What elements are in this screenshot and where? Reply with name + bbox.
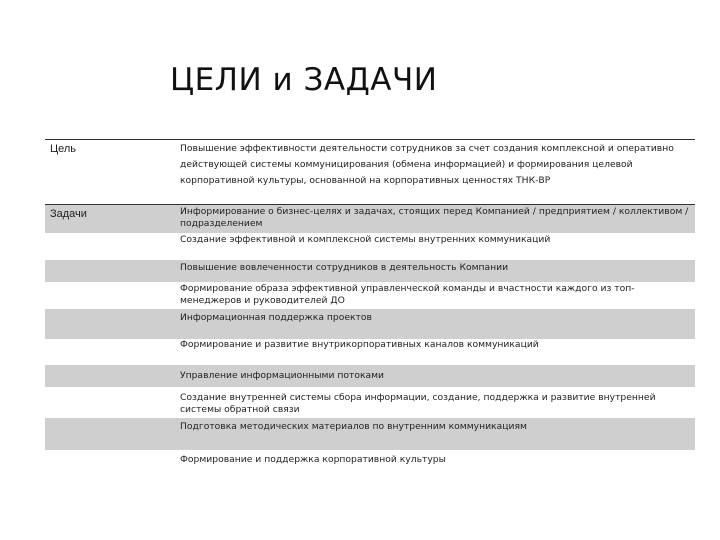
- table-top-rule: [45, 139, 695, 140]
- task-item: Информирование о бизнес-целях и задачах, стоящих перед Компанией / предприятием / коллективом / подразделением: [180, 206, 689, 230]
- task-item: Формирование образа эффективной управленческой команды и вчастности каждого из топ-менеджеров и руководителей ДО: [180, 283, 635, 307]
- task-item: Формирование и развитие внутрикорпоративных каналов коммуникаций: [180, 339, 539, 350]
- task-item: Формирование и поддержка корпоративной культуры: [180, 454, 446, 465]
- goal-label: Цель: [50, 143, 77, 155]
- task-item: Создание внутренней системы сбора информации, создание, поддержка и развитие внутренней системы обратной связи: [180, 392, 656, 416]
- task-item: Создание эффективной и комплексной системы внутренних коммуникаций: [180, 234, 551, 245]
- task-item: Подготовка методических материалов по внутренним коммуникациям: [180, 421, 527, 432]
- page-title: ЦЕЛИ и ЗАДАЧИ: [170, 62, 438, 98]
- task-item: Повышение вовлеченности сотрудников в деятельность Компании: [180, 262, 509, 273]
- tasks-label: Задачи: [50, 208, 87, 220]
- goal-text: Повышение эффективности деятельности сотрудников за счет создания комплексной и оперативно действующей системы коммуницирования (обмена информацией) и формирования целевой корпоративной культуры, основанной на корпоративных ценностях ТНК-ВР: [180, 143, 674, 186]
- task-item: Управление информационными потоками: [180, 370, 385, 381]
- task-item: Информационная поддержка проектов: [180, 312, 372, 323]
